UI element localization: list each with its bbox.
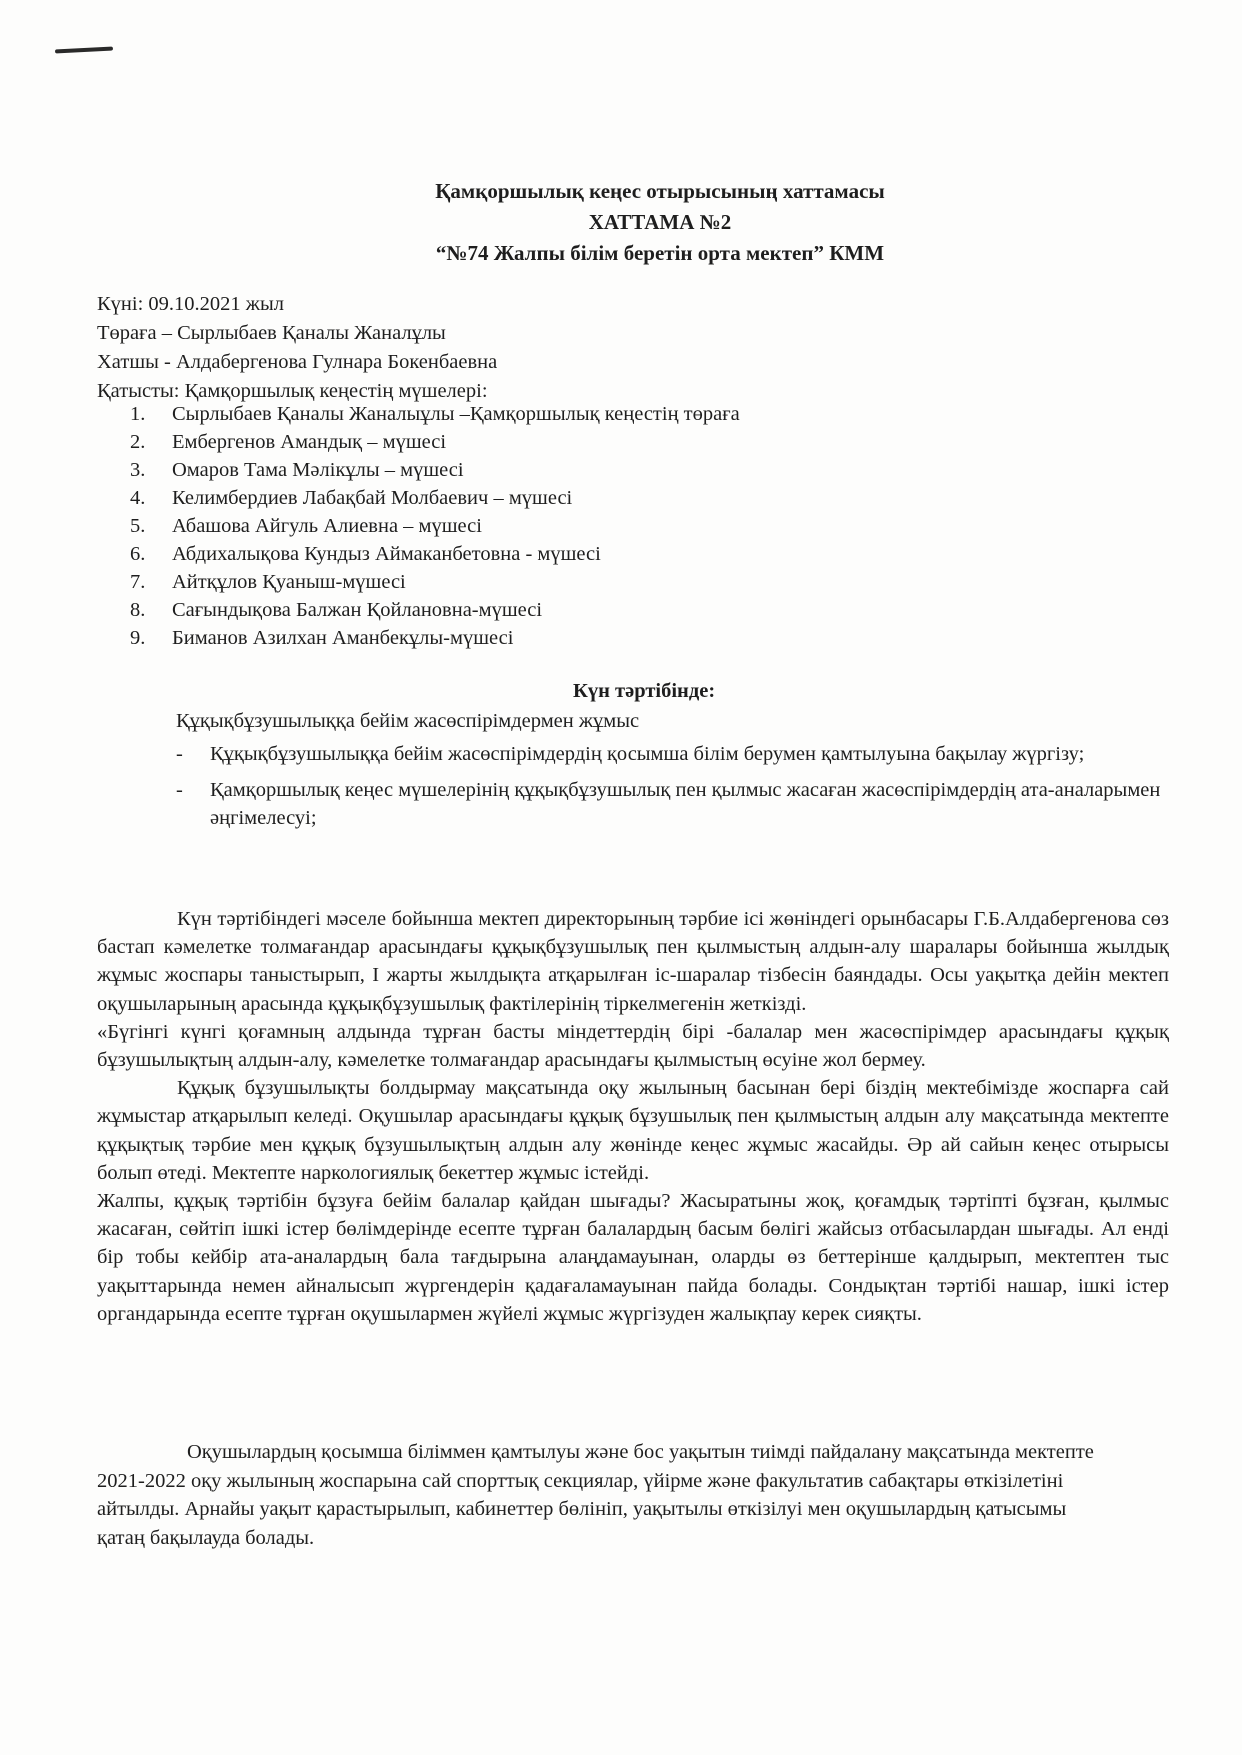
list-item: [130, 484, 1130, 512]
agenda-intro: Құқықбұзушылыққа бейім жасөспірімдермен жұмыс: [176, 710, 640, 732]
member-name: Сағындықова Балжан Қойлановна-мүшесі: [172, 599, 543, 621]
meeting-chair: Төраға – Сырлыбаев Қаналы Жаналұлы: [97, 322, 446, 344]
list-item: [130, 624, 1130, 652]
member-name: Айтқұлов Қуаныш-мүшесі: [172, 571, 406, 593]
list-item: [130, 540, 1130, 568]
dash-bullet: -: [176, 779, 183, 801]
member-name: Биманов Азилхан Аманбекұлы-мүшесі: [172, 627, 514, 649]
member-name: Ембергенов Амандық – мүшесі: [172, 431, 447, 453]
list-item: [176, 776, 1166, 832]
body-paragraph: «Бүгінгі күнгі қоғамның алдында тұрған басты міндеттердің бірі -балалар мен жасөспірімдер арасындағы құқық бұзушылықтың алдын-алу, кәмелетке толмағандар арасындағы қылмыстың өсуіне жол бермеу.: [97, 1020, 1169, 1072]
list-item: [130, 568, 1130, 596]
agenda-item-text: Қамқоршылық кеңес мүшелерінің құқықбұзушылық пен қылмыс жасаған жасөспірімдердің ата-аналарымен әңгімелесуі;: [210, 779, 1161, 829]
list-number: 7.: [130, 571, 146, 593]
document-header: [300, 176, 1020, 269]
list-item: [130, 512, 1130, 540]
header-title: Қамқоршылық кеңес отырысының хаттамасы: [435, 179, 885, 203]
body-paragraph: Оқушылардың қосымша біліммен қамтылуы және бос уақытын тиімді пайдалану мақсатында мектепте 2021-2022 оқу жылының жоспарына сай спорттық секциялар, үйірме және факультатив сабақтары өткізілетіні айтылды. Арнайы уақыт қарастырылып, кабинеттер бөлініп, уақытылы өткізілуі мен оқушылардың қатысымы қатаң бақылауда болады.: [97, 1441, 1094, 1549]
meeting-meta: [97, 290, 1157, 406]
list-item: [130, 428, 1130, 456]
list-item: [130, 456, 1130, 484]
body-paragraph: Күн тәртібіндегі мәселе бойынша мектеп директорының тәрбие ісі жөніндегі орынбасары Г.Б.Алдабергенова сөз бастап кәмелетке толмағандар арасындағы құқықбұзушылық пен қылмыстың алдын-алу шаралары бойынша жылдық жұмыс жоспары таныстырып, I жарты жылдықта атқарылған іс-шаралар тізбесін баяндады. Осы уақытқа дейін мектеп оқушыларының арасында құқықбұзушылық фактілерінің тіркелмегенін жеткізді.: [97, 908, 1169, 1015]
agenda-list: [176, 740, 1166, 840]
dash-bullet: -: [176, 743, 183, 765]
list-item: [176, 740, 1166, 768]
member-name: Келимбердиев Лабақбай Молбаевич – мүшесі: [172, 487, 573, 509]
list-number: 2.: [130, 431, 146, 453]
final-section: [97, 1438, 1117, 1552]
list-number: 6.: [130, 543, 146, 565]
list-item: [130, 596, 1130, 624]
list-number: 1.: [130, 403, 146, 425]
member-name: Абдихалықова Кундыз Аймаканбетовна - мүшесі: [172, 543, 601, 565]
protocol-body: [97, 905, 1169, 1328]
list-number: 8.: [130, 599, 146, 621]
members-list: [130, 400, 1130, 652]
list-number: 9.: [130, 627, 146, 649]
body-paragraph: Құқық бұзушылықты болдырмау мақсатында оқу жылының басынан бері біздің мектебімізде жоспарға сай жұмыстар атқарылып келеді. Оқушылар арасындағы құқық бұзушылық пен қылмыстың алдын алу мақсатында мектепте құқықтық тәрбие мен құқық бұзушылықтың алдын алу жөнінде кеңес жұмыс жасайды. Әр ай сайын кеңес отырысы болып өтеді. Мектепте наркологиялық бекеттер жұмыс істейді.: [97, 1077, 1169, 1184]
member-name: Абашова Айгуль Алиевна – мүшесі: [172, 515, 482, 537]
meeting-date: Күні: 09.10.2021 жыл: [97, 293, 284, 315]
list-number: 4.: [130, 487, 146, 509]
meeting-secretary: Хатшы - Алдабергенова Гулнара Бокенбаевна: [97, 351, 498, 373]
agenda-item-text: Құқықбұзушылыққа бейім жасөспірімдердің қосымша білім берумен қамтылуына бақылау жүргізу;: [210, 743, 1085, 765]
body-paragraph: Жалпы, құқық тәртібін бұзуға бейім балалар қайдан шығады? Жасыратыны жоқ, қоғамдық тәртіпті бұзған, қылмыс жасаған, сөйтіп ішкі істер бөлімдерінде есепте тұрған балалардың басым бөлігі жайсыз отбасылардан шығады. Ал енді бір тобы кейбір ата-аналардың бала тағдырына алаңдамауынан, оларды өз беттерінше қалдырып, мектептен тыс уақыттарында немен айналысып жүргендерін қадағаламауынан пайда болады. Сондықтан тәртібі нашар, ішкі істер органдарында есепте тұрған оқушылармен жүйелі жұмыс жүргізуден жалықпау керек сияқты.: [97, 1190, 1169, 1325]
list-item: [130, 400, 1130, 428]
scan-mark: [55, 46, 113, 53]
agenda-title: Күн тәртібінде:: [573, 680, 716, 702]
attendees-heading: Қатысты: Қамқоршылық кеңестің мүшелері:: [97, 380, 488, 402]
member-name: Сырлыбаев Қаналы Жаналыұлы –Қамқоршылық кеңестің төраға: [172, 403, 740, 425]
protocol-number: ХАТТАМА №2: [588, 210, 732, 234]
school-name: “№74 Жалпы білім беретін орта мектеп” КММ: [435, 241, 885, 265]
list-number: 3.: [130, 459, 146, 481]
list-number: 5.: [130, 515, 146, 537]
member-name: Омаров Тама Мәлікұлы – мүшесі: [172, 459, 464, 481]
